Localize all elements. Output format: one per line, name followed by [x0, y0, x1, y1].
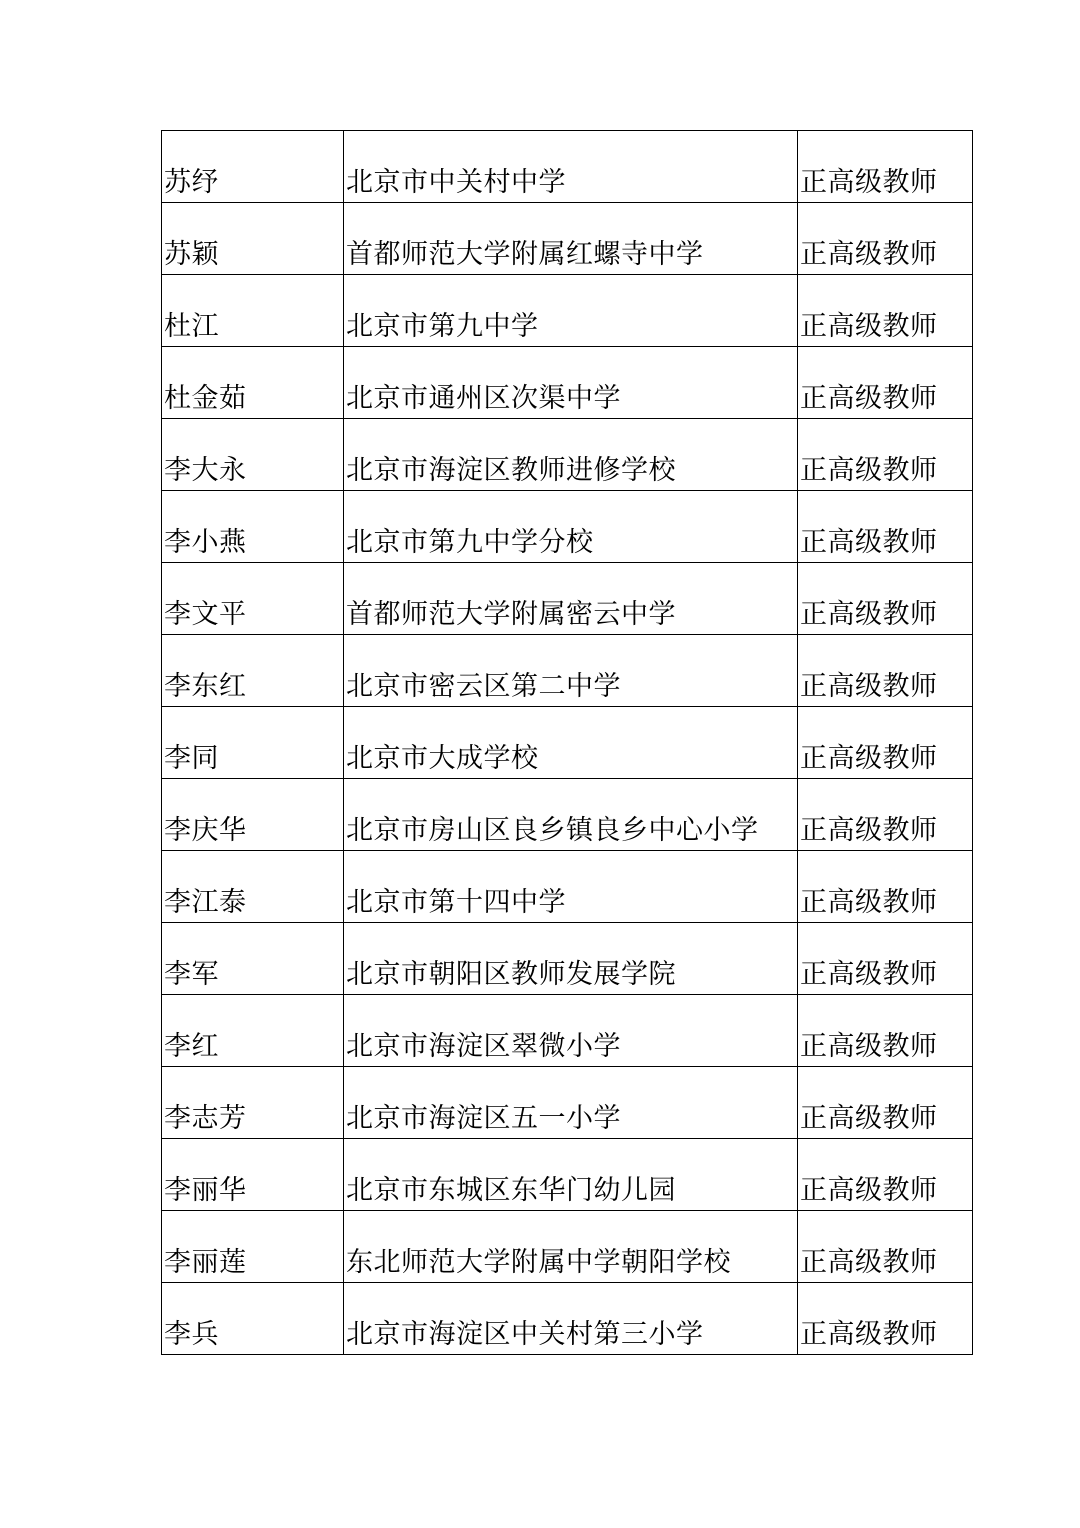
title-cell [798, 635, 973, 707]
school-name: 北京市第十四中学 [346, 887, 566, 918]
teacher-title: 正高级教师 [800, 887, 938, 918]
title-cell [798, 563, 973, 635]
school-cell [344, 419, 798, 491]
school-name: 北京市房山区良乡镇良乡中心小学 [346, 815, 759, 846]
table-row [162, 347, 973, 419]
school-cell [344, 851, 798, 923]
title-cell [798, 419, 973, 491]
teacher-name: 李江泰 [164, 887, 247, 918]
school-name: 北京市海淀区翠微小学 [346, 1031, 621, 1062]
school-cell [344, 563, 798, 635]
teacher-title: 正高级教师 [800, 167, 938, 198]
table-row [162, 203, 973, 275]
school-name: 北京市中关村中学 [346, 167, 566, 198]
school-name: 北京市第九中学 [346, 311, 539, 342]
title-cell [798, 491, 973, 563]
teacher-title: 正高级教师 [800, 1247, 938, 1278]
table-row [162, 635, 973, 707]
teacher-roster-table [161, 130, 973, 1355]
teacher-name-cell [162, 1067, 344, 1139]
school-cell [344, 131, 798, 203]
school-name: 首都师范大学附属密云中学 [346, 599, 676, 630]
teacher-name-cell [162, 995, 344, 1067]
teacher-name-cell [162, 131, 344, 203]
teacher-name: 李庆华 [164, 815, 247, 846]
teacher-name-cell [162, 347, 344, 419]
teacher-name: 杜江 [164, 311, 219, 342]
table-row [162, 707, 973, 779]
teacher-name-cell [162, 707, 344, 779]
teacher-name-cell [162, 923, 344, 995]
school-cell [344, 779, 798, 851]
title-cell [798, 347, 973, 419]
teacher-title: 正高级教师 [800, 455, 938, 486]
title-cell [798, 203, 973, 275]
teacher-name-cell [162, 563, 344, 635]
school-cell [344, 1211, 798, 1283]
teacher-name: 杜金茹 [164, 383, 247, 414]
school-name: 北京市大成学校 [346, 743, 539, 774]
school-cell [344, 923, 798, 995]
table-row [162, 131, 973, 203]
school-name: 北京市海淀区教师进修学校 [346, 455, 676, 486]
roster-body [162, 131, 973, 1355]
teacher-name-cell [162, 779, 344, 851]
teacher-name: 李丽华 [164, 1175, 247, 1206]
table-row [162, 491, 973, 563]
teacher-title: 正高级教师 [800, 599, 938, 630]
school-cell [344, 491, 798, 563]
teacher-name: 苏纾 [164, 167, 219, 198]
title-cell [798, 1211, 973, 1283]
school-name: 东北师范大学附属中学朝阳学校 [346, 1247, 731, 1278]
teacher-title: 正高级教师 [800, 383, 938, 414]
table-row [162, 275, 973, 347]
school-cell [344, 707, 798, 779]
table-row [162, 995, 973, 1067]
title-cell [798, 707, 973, 779]
table-row [162, 1139, 973, 1211]
teacher-title: 正高级教师 [800, 1319, 938, 1350]
teacher-title: 正高级教师 [800, 815, 938, 846]
teacher-name: 李丽莲 [164, 1247, 247, 1278]
teacher-title: 正高级教师 [800, 671, 938, 702]
school-cell [344, 635, 798, 707]
teacher-name-cell [162, 1211, 344, 1283]
school-name: 北京市朝阳区教师发展学院 [346, 959, 676, 990]
school-cell [344, 1139, 798, 1211]
title-cell [798, 779, 973, 851]
teacher-name-cell [162, 1139, 344, 1211]
school-name: 北京市海淀区中关村第三小学 [346, 1319, 704, 1350]
title-cell [798, 131, 973, 203]
table-row [162, 419, 973, 491]
school-name: 北京市海淀区五一小学 [346, 1103, 621, 1134]
school-cell [344, 275, 798, 347]
school-name: 北京市密云区第二中学 [346, 671, 621, 702]
title-cell [798, 851, 973, 923]
teacher-name: 李东红 [164, 671, 247, 702]
school-cell [344, 203, 798, 275]
teacher-name-cell [162, 419, 344, 491]
title-cell [798, 1139, 973, 1211]
school-cell [344, 347, 798, 419]
teacher-title: 正高级教师 [800, 1175, 938, 1206]
table-row [162, 1211, 973, 1283]
teacher-title: 正高级教师 [800, 311, 938, 342]
teacher-title: 正高级教师 [800, 959, 938, 990]
teacher-title: 正高级教师 [800, 527, 938, 558]
teacher-name-cell [162, 851, 344, 923]
school-cell [344, 1283, 798, 1355]
school-name: 北京市通州区次渠中学 [346, 383, 621, 414]
school-name: 北京市第九中学分校 [346, 527, 594, 558]
teacher-name: 李红 [164, 1031, 219, 1062]
teacher-name-cell [162, 491, 344, 563]
title-cell [798, 995, 973, 1067]
teacher-name: 苏颖 [164, 239, 219, 270]
teacher-title: 正高级教师 [800, 1103, 938, 1134]
teacher-name-cell [162, 635, 344, 707]
table-row [162, 851, 973, 923]
teacher-title: 正高级教师 [800, 743, 938, 774]
teacher-name: 李文平 [164, 599, 247, 630]
teacher-name-cell [162, 1283, 344, 1355]
table-row [162, 563, 973, 635]
teacher-title: 正高级教师 [800, 1031, 938, 1062]
school-cell [344, 1067, 798, 1139]
table-row [162, 779, 973, 851]
table-row [162, 1067, 973, 1139]
teacher-name: 李小燕 [164, 527, 247, 558]
table-row [162, 923, 973, 995]
teacher-name-cell [162, 275, 344, 347]
teacher-name: 李大永 [164, 455, 247, 486]
school-name: 北京市东城区东华门幼儿园 [346, 1175, 676, 1206]
teacher-name-cell [162, 203, 344, 275]
teacher-name: 李兵 [164, 1319, 219, 1350]
table-row [162, 1283, 973, 1355]
school-cell [344, 995, 798, 1067]
title-cell [798, 1283, 973, 1355]
teacher-name: 李同 [164, 743, 219, 774]
teacher-title: 正高级教师 [800, 239, 938, 270]
teacher-name: 李志芳 [164, 1103, 247, 1134]
title-cell [798, 1067, 973, 1139]
title-cell [798, 923, 973, 995]
title-cell [798, 275, 973, 347]
teacher-name: 李军 [164, 959, 219, 990]
school-name: 首都师范大学附属红螺寺中学 [346, 239, 704, 270]
